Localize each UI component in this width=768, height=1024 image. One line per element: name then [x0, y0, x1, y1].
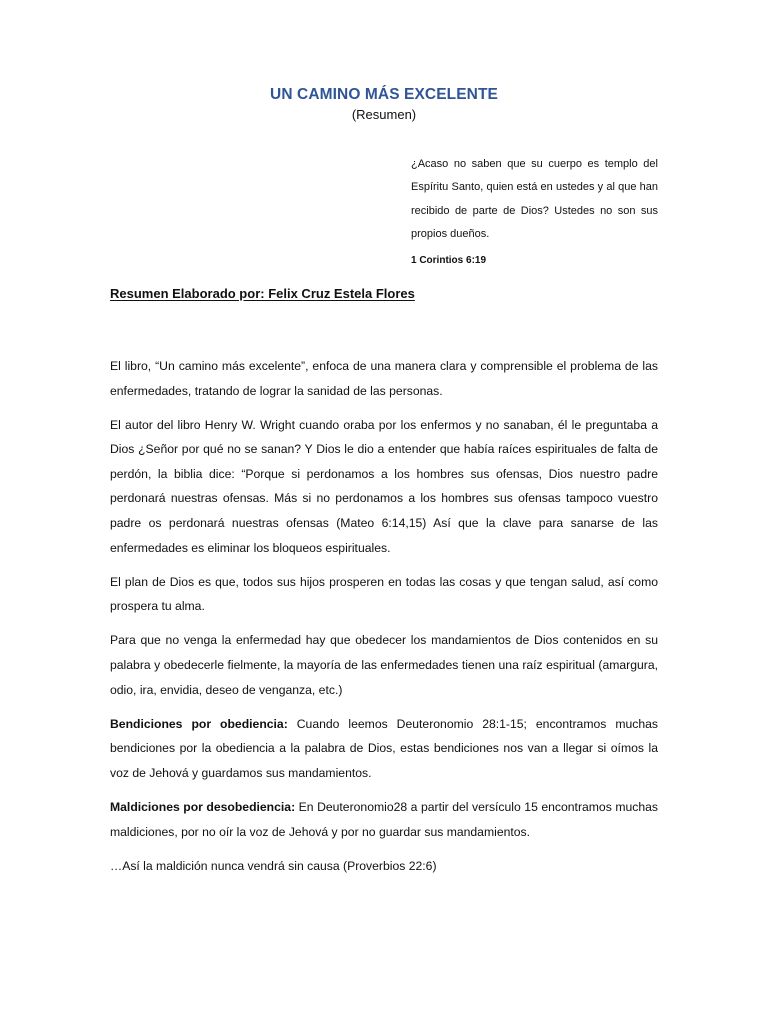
paragraph-text: En Deuteronomio28 a partir del versículo 15 encontramos muchas maldiciones, por no oír la voz de Jehová y por no guardar sus mandamientos. [110, 800, 658, 839]
paragraph [110, 712, 658, 786]
paragraph [110, 354, 658, 403]
paragraph-lead: Bendiciones por obediencia: [110, 716, 288, 731]
epigraph-quote: ¿Acaso no saben que su cuerpo es templo del Espíritu Santo, quien está en ustedes y al que han recibido de parte de Dios? Ustedes no son sus propios dueños. [411, 158, 658, 241]
paragraph-text: Cuando leemos Deuteronomio 28:1-15; encontramos muchas bendiciones por la obediencia a la palabra de Dios, estas bendiciones nos van a llegar si oímos la voz de Jehová y guardamos sus mandamientos. [110, 716, 659, 780]
paragraph [110, 628, 658, 702]
document-subtitle: (Resumen) [351, 107, 417, 122]
paragraph [110, 413, 658, 561]
paragraph [110, 795, 658, 844]
author-byline: Resumen Elaborado por: Felix Cruz Estela Flores [110, 286, 415, 301]
paragraph [110, 854, 658, 879]
paragraph [110, 570, 658, 619]
paragraph-text: El autor del libro Henry W. Wright cuando oraba por los enfermos y no sanaban, él le preguntaba a Dios ¿Señor por qué no se sanan? Y Dios le dio a entender que había raíces espirituales de falta de perdón, la biblia dice: “Porque si perdonamos a los hombres sus ofensas, Dios nuestro padre perdonará nuestras ofensas. Más si no perdonamos a los hombres sus ofensas tampoco vuestro padre os perdonará nuestras ofensas (Mateo 6:14,15) Así que la clave para sanarse de las enfermedades es eliminar los bloqueos espirituales. [110, 417, 658, 555]
document-body [110, 354, 658, 888]
document-title: UN CAMINO MÁS EXCELENTE [270, 86, 498, 103]
epigraph-reference: 1 Corintios 6:19 [411, 255, 487, 266]
paragraph-lead: Maldiciones por desobediencia: [110, 800, 296, 814]
paragraph-text: …Así la maldición nunca vendrá sin causa (Proverbios 22:6) [110, 858, 437, 873]
paragraph-text: El libro, “Un camino más excelente”, enfoca de una manera clara y comprensible el problema de las enfermedades, tratando de lograr la sanidad de las personas. [110, 359, 658, 398]
paragraph-text: El plan de Dios es que, todos sus hijos prosperen en todas las cosas y que tengan salud, así como prospera tu alma. [110, 574, 658, 614]
paragraph-text: Para que no venga la enfermedad hay que obedecer los mandamientos de Dios contenidos en su palabra y obedecerle fielmente, la mayoría de las enfermedades tienen una raíz espiritual (amargura, odio, ira, envidia, deseo de venganza, etc.) [110, 633, 658, 697]
